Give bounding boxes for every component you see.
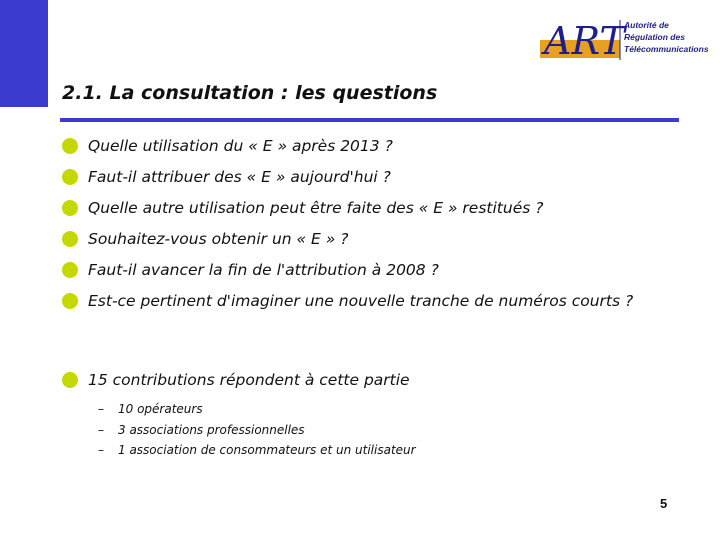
logo-text	[624, 19, 714, 55]
question-text: Faut-il avancer la fin de l'attribution à 2008 ?	[88, 261, 439, 279]
bullet-dot-icon	[62, 169, 78, 185]
slide-title: 2.1. La consultation : les questions	[62, 82, 438, 104]
logo-letters: ART	[544, 19, 625, 62]
logo-text-line2: Régulation des	[624, 32, 685, 42]
contributions-summary-item	[62, 372, 682, 389]
question-text: Est-ce pertinent d'imaginer une nouvelle tranche de numéros courts ?	[88, 292, 634, 310]
dash-marker: –	[98, 402, 104, 416]
question-item	[62, 262, 682, 279]
contribution-subitem-text: 1 association de consommateurs et un utilisateur	[118, 443, 416, 457]
bullet-dot-icon	[62, 138, 78, 154]
contribution-subitem-text: 10 opérateurs	[118, 402, 203, 416]
question-item	[62, 169, 682, 186]
question-text: Quelle utilisation du « E » après 2013 ?	[88, 137, 393, 155]
title-underline	[60, 118, 679, 122]
contribution-subitem-text: 3 associations professionnelles	[118, 423, 305, 437]
dash-marker: –	[98, 443, 104, 457]
dash-marker: –	[98, 423, 104, 437]
question-item	[62, 138, 682, 155]
bullet-dot-icon	[62, 231, 78, 247]
question-item	[62, 231, 682, 248]
contributions-list	[62, 372, 682, 389]
logo-text-line1: Autorité de	[624, 20, 669, 30]
question-item	[62, 293, 648, 310]
question-text: Quelle autre utilisation peut être faite des « E » restitués ?	[88, 199, 544, 217]
question-text: Faut-il attribuer des « E » aujourd'hui ?	[88, 168, 391, 186]
question-item	[62, 200, 682, 217]
contributions-summary: 15 contributions répondent à cette partie	[88, 371, 410, 389]
contribution-subitem	[98, 443, 416, 457]
side-accent-bar	[0, 0, 48, 107]
question-text: Souhaitez-vous obtenir un « E » ?	[88, 230, 349, 248]
bullet-dot-icon	[62, 262, 78, 278]
contribution-subitem	[98, 402, 203, 416]
page-number: 5	[660, 496, 668, 511]
contribution-subitem	[98, 423, 305, 437]
question-list	[62, 138, 682, 310]
bullet-dot-icon	[62, 293, 78, 309]
bullet-dot-icon	[62, 200, 78, 216]
bullet-dot-icon	[62, 372, 78, 388]
logo-text-line3: Télécommunications	[624, 44, 709, 54]
